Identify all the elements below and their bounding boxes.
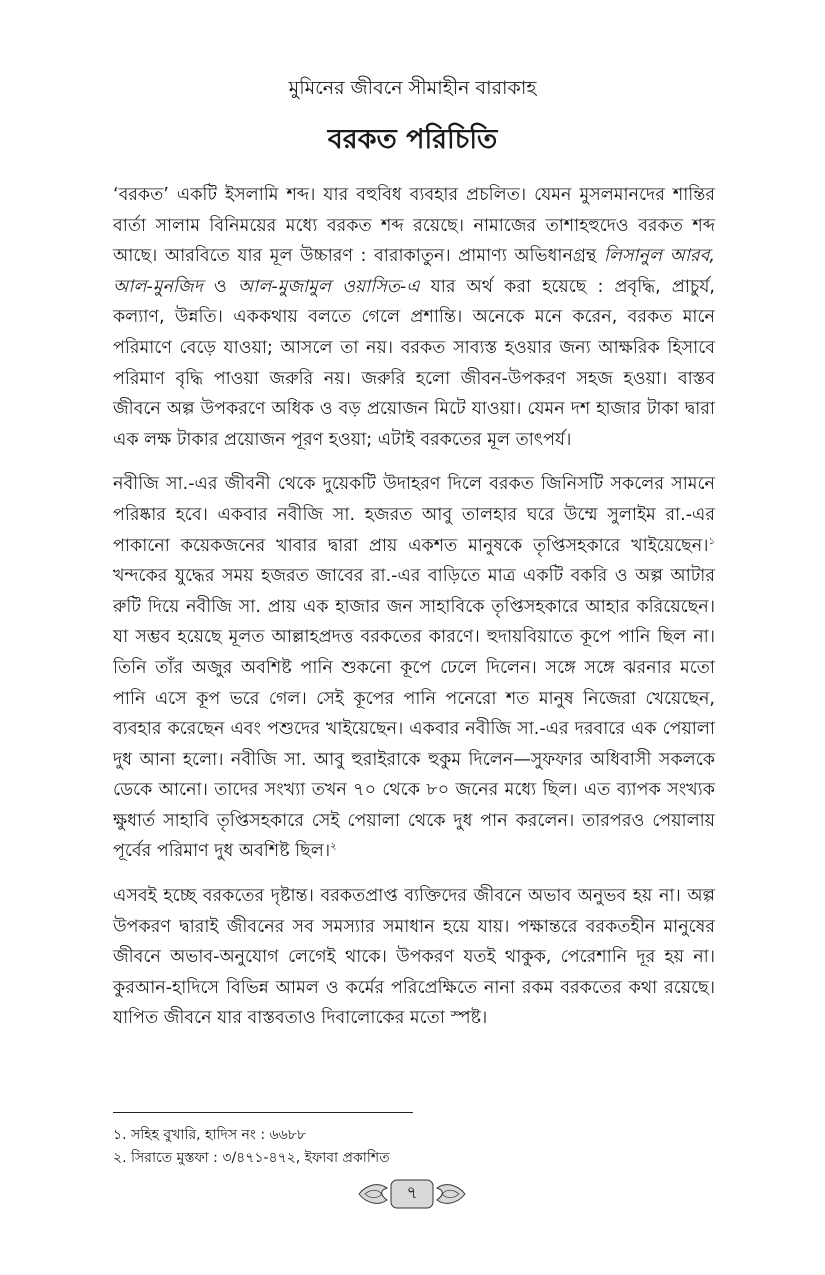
- book-title-lisanul-arab: লিসানুল আরব, আল-মুনজিদ: [113, 246, 715, 297]
- paragraph-1-text-a: ‘বরকত’ একটি ইসলামি শব্দ। যার বহুবিধ ব্যবহার প্রচলিত। যেমন মুসলমানদের শান্তির বার্তা সালাম বিনিময়ের মধ্যে বরকত শব্দ রয়েছে। নামাজের তাশাহহুদেও বরকত শব্দ আছে। আরবিতে যার মূল উচ্চারণ : বারাকাতুন। প্রামাণ্য অভিধানগ্রন্থ: [113, 185, 715, 267]
- book-title-mujamul-wasit: আল-মুজামুল ওয়াসিত-এ: [237, 276, 420, 297]
- running-header: মুমিনের জীবনে সীমাহীন বারাকাহ: [288, 77, 537, 99]
- paragraph-2: [113, 469, 715, 867]
- conjunction: ও: [202, 276, 238, 297]
- body-text: [113, 180, 715, 1048]
- footnote-ref-2[interactable]: ২: [330, 841, 337, 853]
- footnotes: [113, 1124, 715, 1170]
- paragraph-2-text-b: খন্দকের যুদ্ধের সময় হজরত জাবের রা.-এর বাড়িতে মাত্র একটি বকরি ও অল্প আটার রুটি দিয়ে নবীজি সা. প্রায় এক হাজার জন সাহাবিকে তৃপ্তিসহকারে আহার করিয়েছেন। যা সম্ভব হয়েছে মূলত আল্লাহপ্রদত্ত বরকতের কারণে। হুদায়বিয়াতে কূপে পানি ছিল না। তিনি তাঁর অজুর অবশিষ্ট পানি শুকনো কূপে ঢেলে দিলেন। সঙ্গে সঙ্গে ঝরনার মতো পানি এসে কূপ ভরে গেল। সেই কূপের পানি পনেরো শত মানুষ নিজেরা খেয়েছেন, ব্যবহার করেছেন এবং পশুদের খাইয়েছেন। একবার নবীজি সা.-এর দরবারে এক পেয়ালা দুধ আনা হলো। নবীজি সা. আবু হুরাইরাকে হুকুম দিলেন—সুফফার অধিবাসী সকলকে ডেকে আনো। তাদের সংখ্যা তখন ৭০ থেকে ৮০ জনের মধ্যে ছিল। এত ব্যাপক সংখ্যক ক্ষুধার্ত সাহাবি তৃপ্তিসহকারে সেই পেয়ালা থেকে দুধ পান করলেন। তারপরও পেয়ালায় পূর্বের পরিমাণ দুধ অবশিষ্ট ছিল।: [113, 566, 715, 862]
- chapter-title: বরকত পরিচিতি: [327, 124, 498, 155]
- paragraph-1: [113, 180, 715, 455]
- footnote-1: ১. সহিহ বুখারি, হাদিস নং : ৬৬৮৮: [113, 1127, 306, 1143]
- page-number: ৭: [406, 1183, 418, 1203]
- footnote-2: ২. সিরাতে মুস্তফা : ৩/৪৭১-৪৭২, ইফাবা প্রকাশিত: [113, 1150, 390, 1166]
- paragraph-1-text-b: যার অর্থ করা হয়েছে : প্রবৃদ্ধি, প্রাচুর্য, কল্যাণ, উন্নতি। এককথায় বলতে গেলে প্রশান্তি। অনেকে মনে করেন, বরকত মানে পরিমাণে বেড়ে যাওয়া; আসলে তা নয়। বরকত সাব্যস্ত হওয়ার জন্য আক্ষরিক হিসাবে পরিমাণ বৃদ্ধি পাওয়া জরুরি নয়। জরুরি হলো জীবন-উপকরণ সহজ হওয়া। বাস্তব জীবনে অল্প উপকরণে অধিক ও বড় প্রয়োজন মিটে যাওয়া। যেমন দশ হাজার টাকা দ্বারা এক লক্ষ টাকার প্রয়োজন পূরণ হওয়া; এটাই বরকতের মূল তাৎপর্য।: [113, 276, 715, 450]
- paragraph-3: এসবই হচ্ছে বরকতের দৃষ্টান্ত। বরকতপ্রাপ্ত ব্যক্তিদের জীবনে অভাব অনুভব হয় না। অল্প উপকরণ দ্বারাই জীবনের সব সমস্যার সমাধান হয়ে যায়। পক্ষান্তরে বরকতহীন মানুষের জীবনে অভাব-অনুযোগ লেগেই থাকে। উপকরণ যতই থাকুক, পেরেশানি দূর হয় না। কুরআন-হাদিসে বিভিন্ন আমল ও কর্মের পরিপ্রেক্ষিতে নানা রকম বরকতের কথা রয়েছে। যাপিত জীবনে যার বাস্তবতাও দিবালোকের মতো স্পষ্ট।: [113, 886, 715, 1029]
- paragraph-2-text-a: নবীজি সা.-এর জীবনী থেকে দুয়েকটি উদাহরণ দিলে বরকত জিনিসটি সকলের সামনে পরিষ্কার হবে। একবার নবীজি সা. হজরত আবু তালহার ঘরে উম্মে সুলাইম রা.-এর পাকানো কয়েকজনের খাবার দ্বারা প্রায় একশত মানুষকে তৃপ্তিসহকারে খাইয়েছেন।: [113, 474, 715, 556]
- footnote-divider: [113, 1112, 413, 1113]
- footnote-ref-1[interactable]: ১: [708, 535, 715, 547]
